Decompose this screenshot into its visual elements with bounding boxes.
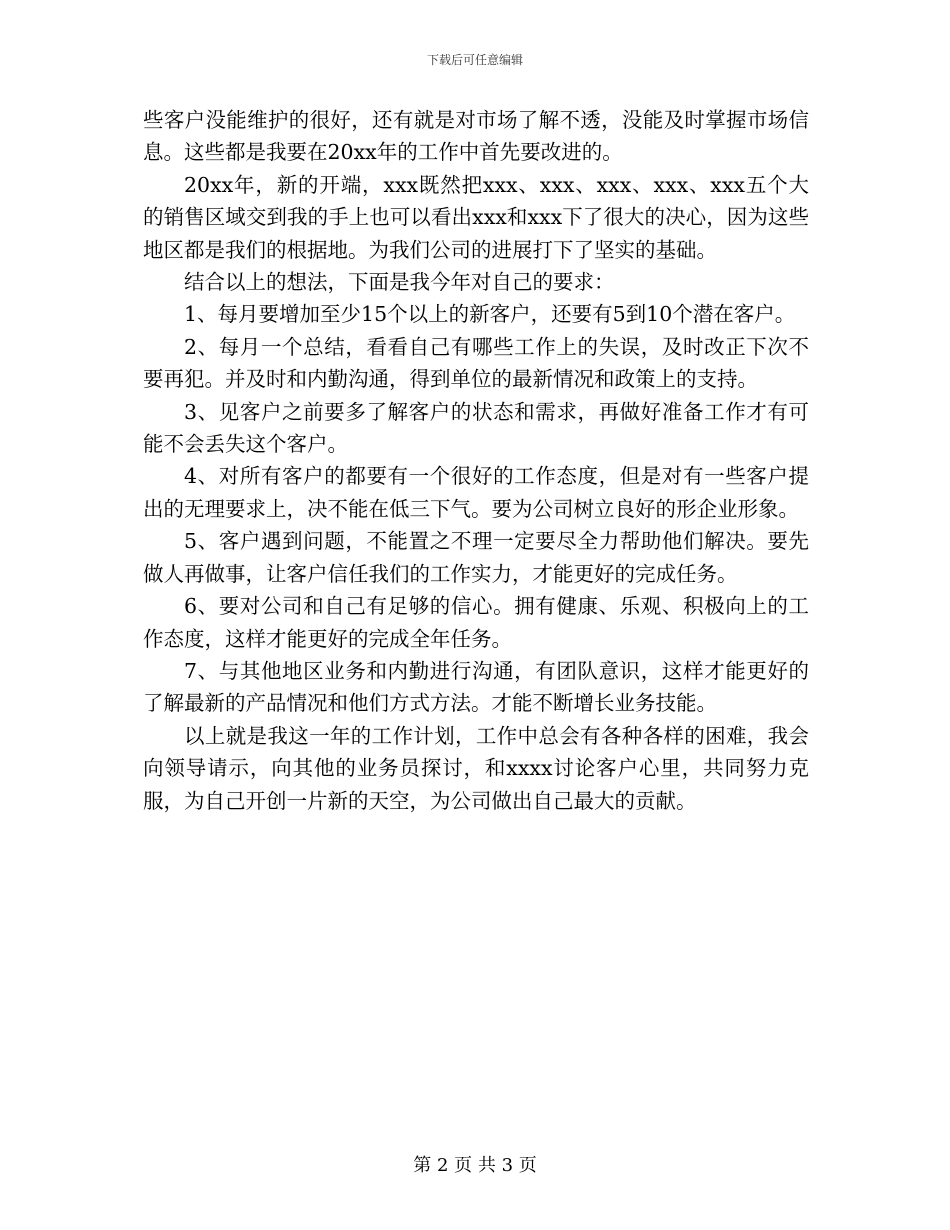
document-body [143,104,809,817]
paragraph: 结合以上的想法，下面是我今年对自己的要求： [184,270,615,295]
list-item: 7、与其他地区业务和内勤进行沟通，有团队意识，这样才能更好的了解最新的产品情况和他们方式方法。才能不断增长业务技能。 [143,658,809,716]
list-item: 6、要对公司和自己有足够的信心。拥有健康、乐观、积极向上的工作态度，这样才能更好的完成全年任务。 [143,594,809,651]
paragraph: 20xx年，新的开端，xxx既然把xxx、xxx、xxx、xxx、xxx五个大的销售区域交到我的手上也可以看出xxx和xxx下了很大的决心，因为这些地区都是我们的根据地。为我们公司的进展打下了坚实的基础。 [143,172,809,262]
paragraph: 以上就是我这一年的工作计划，工作中总会有各种各样的困难，我会向领导请示，向其他的业务员探讨，和xxxx讨论客户心里，共同努力克服，为自己开创一片新的天空，为公司做出自己最大的贡献。 [143,723,809,813]
list-item: 4、对所有客户的都要有一个很好的工作态度，但是对有一些客户提出的无理要求上，决不能在低三下气。要为公司树立良好的形企业形象。 [143,464,809,521]
list-item: 2、每月一个总结，看看自己有哪些工作上的失误，及时改正下次不要再犯。并及时和内勤沟通，得到单位的最新情况和政策上的支持。 [143,334,809,392]
list-item: 5、客户遇到问题，不能置之不理一定要尽全力帮助他们解决。要先做人再做事，让客户信任我们的工作实力，才能更好的完成任务。 [143,529,809,586]
paragraph-continuation: 些客户没能维护的很好，还有就是对市场了解不透，没能及时掌握市场信息。这些都是我要在20xx年的工作中首先要改进的。 [143,108,809,165]
page-header: 下载后可任意编辑 [426,53,523,67]
page-number: 第 2 页 共 3 页 [413,1155,537,1176]
list-item: 1、每月要增加至少15个以上的新客户，还要有5到10个潜在客户。 [184,302,796,327]
list-item: 3、见客户之前要多了解客户的状态和需求，再做好准备工作才有可能不会丢失这个客户。 [143,399,809,457]
